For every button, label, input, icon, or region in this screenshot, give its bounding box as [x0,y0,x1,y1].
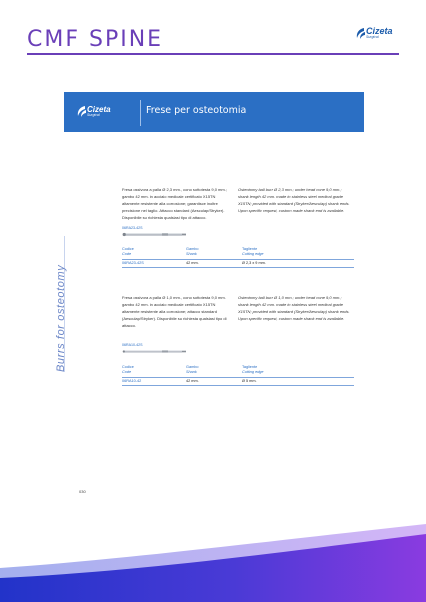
column-header-code: Codice Code [122,247,134,256]
catalog-header-bar [64,92,364,132]
brand-underline [27,53,399,55]
cell-shank: 42 mm. [186,261,199,265]
cell-code: 06RA23-42S [122,261,144,265]
column-header-code: Codice Code [122,365,134,374]
cell-cutting-edge: Ø 2,3 x 9 mm. [242,261,266,265]
footer-wave-graphic [0,520,426,602]
logo-wordmark: Cizeta [366,26,393,37]
catalog-section-title: Frese per osteotomia [146,105,247,116]
logo-subtitle: Surgical [366,35,379,40]
column-header-cutting-edge: Tagliente Cutting edge [242,247,264,256]
card-logo [76,105,111,118]
page-brand-title: CMF SPINE [27,27,164,52]
card-logo-wordmark: Cizeta [87,104,111,114]
product-part-code: 06RA10-42S [122,343,143,347]
description-english: Osteotomy ball burr Ø 2,3 mm.; under head cone 9,0 mm.; shank length 42 mm. made in stainless steel medical grade X15TN; provided with standard (Stryker/Aesculap) shank ends. Upon specific request, custom made shank end is available. [238,187,350,213]
description-italian: Fresa ossivora a palla Ø 2,3 mm., cono sottotesta 9,0 mm.; gambo 42 mm. in acciaio medicale certificato X15TN altamente resistente alla corrosione; garantisce inoltre precisione nel taglio. Attacco standard (Aesculap/Stryker). Disponibile su richiesta qualsiasi tipo di attacco. [122,187,227,220]
cell-code: 06RA10-42 [122,379,142,383]
cell-shank: 42 mm. [186,379,199,383]
cizeta-swoosh-icon [355,27,366,40]
cizeta-logo [355,27,393,40]
ball-burr-image [122,232,188,237]
table-rule [122,377,354,378]
table-rule [122,259,354,260]
description-english: Osteotomy ball burr Ø 1,0 mm.; under head cone 9,0 mm.; shank length 42 mm. made in stainless steel medical grade X15TN; provided with standard (Stryker/Aesculap) shank ends. Upon specific request, custom made shank end is available. [238,295,350,321]
ball-burr-image [122,349,188,354]
table-rule [122,267,354,268]
column-header-cutting-edge: Tagliente Cutting edge [242,365,264,374]
cizeta-swoosh-icon [76,105,87,118]
product-part-code: 06RA23-42S [122,226,143,230]
column-header-shank: Gambo Shank [186,365,199,374]
card-logo-subtitle: Surgical [87,112,100,117]
description-italian: Fresa ossivora a palla Ø 1,0 mm., cono sottotesta 9,0 mm. gambo 42 mm. in acciaio medicale certificato X15TN altamente resistente alla corrosione; attacco standard (Aesculap/Stryker). Disponibile su richiesta qualsiasi tipo di attacco. [122,295,227,328]
page-number: 030 [79,489,86,494]
table-rule [122,385,354,386]
header-divider [140,100,141,126]
sidebar-vertical-title: Burrs for osteotomy [55,264,67,372]
column-header-shank: Gambo Shank [186,247,199,256]
cell-cutting-edge: Ø 5 mm. [242,379,257,383]
